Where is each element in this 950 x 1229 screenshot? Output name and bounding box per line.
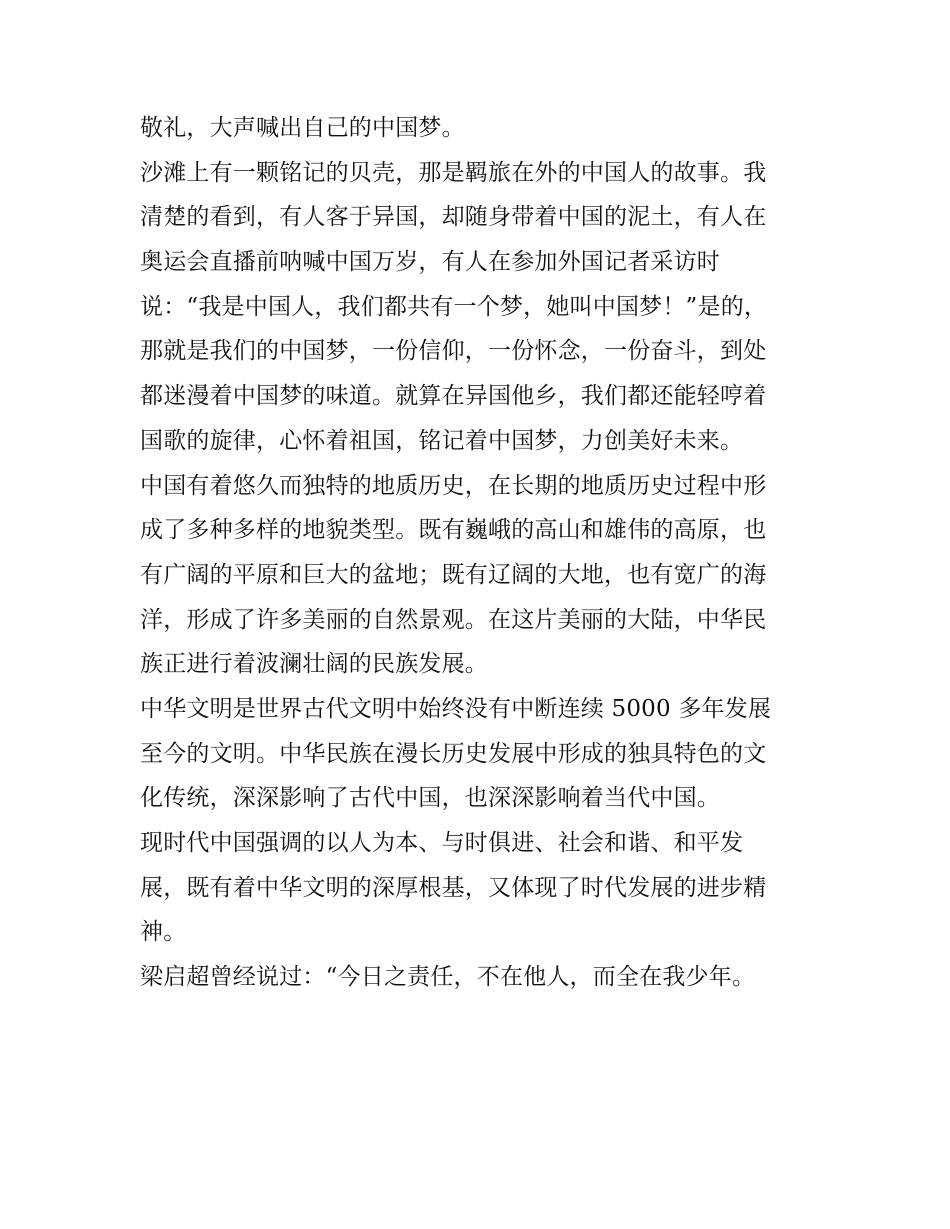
text-line: 展，既有着中华文明的深厚根基，又体现了时代发展的进步精 [140,874,767,901]
text-line: 国歌的旋律，心怀着祖国，铭记着中国梦，力创美好未来。 [140,427,744,454]
text-line: 洋，形成了许多美丽的自然景观。在这片美丽的大陆，中华民 [140,606,767,633]
text-line: 沙滩上有一颗铭记的贝壳，那是羁旅在外的中国人的故事。我 [140,159,767,186]
text-line: 至今的文明。中华民族在漫长历史发展中形成的独具特色的文 [140,740,767,767]
text-line: 成了多种多样的地貌类型。既有巍峨的高山和雄伟的高原，也 [140,517,767,544]
text-line: 奥运会直播前呐喊中国万岁，有人在参加外国记者采访时 [140,249,720,276]
text-line: 都迷漫着中国梦的味道。就算在异国他乡，我们都还能轻哼着 [140,383,767,410]
text-line: 化传统，深深影响了古代中国，也深深影响着当代中国。 [140,785,720,812]
text-line: 中华文明是世界古代文明中始终没有中断连续 5000 多年发展 [140,695,772,722]
text-line: 现时代中国强调的以人为本、与时俱进、社会和谐、和平发 [140,830,744,856]
document-body [140,106,815,1000]
text-line: 族正进行着波澜壮阔的民族发展。 [140,651,488,678]
text-line: 那就是我们的中国梦，一份信仰，一份怀念，一份奋斗，到处 [140,338,767,365]
text-line: 神。 [140,919,187,946]
text-line: 说：“我是中国人，我们都共有一个梦，她叫中国梦！”是的， [140,293,768,320]
text-line: 中国有着悠久而独特的地质历史，在长期的地质历史过程中形 [140,472,767,499]
text-line: 清楚的看到，有人客于异国，却随身带着中国的泥土，有人在 [140,204,767,231]
text-line: 梁启超曾经说过：“今日之责任，不在他人，而全在我少年。 [140,964,756,991]
text-line: 敬礼，大声喊出自己的中国梦。 [140,115,465,141]
text-line: 有广阔的平原和巨大的盆地；既有辽阔的大地，也有宽广的海 [140,561,767,588]
